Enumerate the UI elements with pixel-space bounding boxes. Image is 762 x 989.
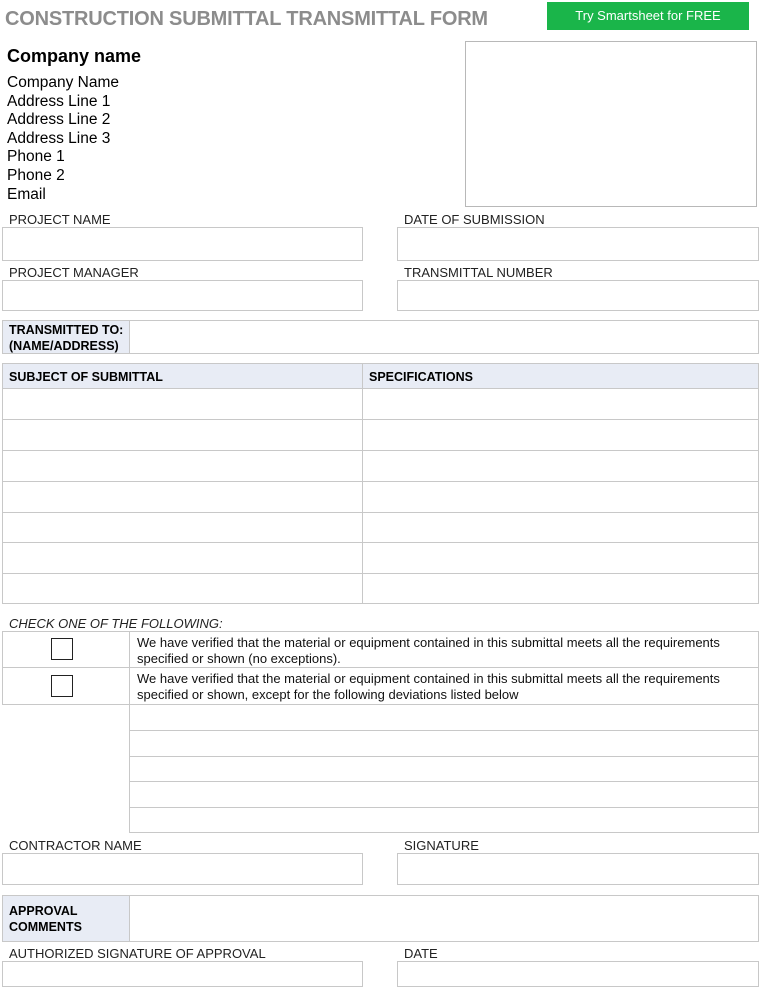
row-divider xyxy=(3,512,758,513)
row-divider xyxy=(3,419,758,420)
approval-comments-label xyxy=(3,896,129,935)
approval-comments-label-cell xyxy=(3,896,130,941)
transmitted-to-label-line2: (NAME/ADDRESS) xyxy=(9,339,119,353)
row-divider xyxy=(3,450,758,451)
transmitted-to-label-line1: TRANSMITTED TO: xyxy=(9,323,124,337)
column-divider xyxy=(362,364,363,603)
transmitted-to-label xyxy=(3,321,129,354)
approval-comments-label-line2: COMMENTS xyxy=(9,920,82,934)
deviation-line xyxy=(130,807,758,808)
logo-placeholder[interactable] xyxy=(465,41,757,207)
date-field[interactable] xyxy=(397,961,759,987)
date-of-submission-field[interactable] xyxy=(397,227,759,261)
project-manager-field[interactable] xyxy=(2,280,363,311)
authorized-signature-label: AUTHORIZED SIGNATURE OF APPROVAL xyxy=(9,946,266,961)
transmittal-number-field[interactable] xyxy=(397,280,759,311)
row-divider xyxy=(3,542,758,543)
signature-label: SIGNATURE xyxy=(404,838,479,853)
with-deviations-checkbox[interactable] xyxy=(51,675,73,697)
check-row-divider xyxy=(3,667,758,668)
form-title: CONSTRUCTION SUBMITTAL TRANSMITTAL FORM xyxy=(5,8,488,30)
deviation-line xyxy=(130,730,758,731)
transmittal-number-label: TRANSMITTAL NUMBER xyxy=(404,265,553,280)
specifications-header: SPECIFICATIONS xyxy=(369,370,473,384)
no-exceptions-text: We have verified that the material or equipment contained in this submittal meets all the requirements specified or shown (no exceptions). xyxy=(137,635,720,666)
company-line: Phone 1 xyxy=(7,148,65,166)
row-divider xyxy=(3,573,758,574)
company-line: Address Line 3 xyxy=(7,129,111,147)
with-deviations-text: We have verified that the material or equipment contained in this submittal meets all the requirements specified or shown, except for the following deviations listed below xyxy=(137,671,720,702)
authorized-signature-field[interactable] xyxy=(2,961,363,987)
company-heading: Company name xyxy=(7,46,142,66)
check-heading: CHECK ONE OF THE FOLLOWING: xyxy=(9,616,223,631)
contractor-name-field[interactable] xyxy=(2,853,363,885)
subject-of-submittal-header: SUBJECT OF SUBMITTAL xyxy=(9,370,163,384)
submittal-table xyxy=(2,363,759,604)
project-name-field[interactable] xyxy=(2,227,363,261)
transmitted-to-label-cell xyxy=(3,321,130,353)
row-divider xyxy=(3,481,758,482)
date-of-submission-label: DATE OF SUBMISSION xyxy=(404,212,545,227)
company-line: Address Line 2 xyxy=(7,111,111,129)
approval-comments-label-line1: APPROVAL xyxy=(9,904,78,918)
approval-comments-field[interactable] xyxy=(131,896,758,941)
transmitted-to-field[interactable] xyxy=(131,321,758,353)
company-line: Address Line 1 xyxy=(7,92,111,110)
try-smartsheet-button[interactable]: Try Smartsheet for FREE xyxy=(547,2,749,30)
date-label: DATE xyxy=(404,946,438,961)
project-name-label: PROJECT NAME xyxy=(9,212,111,227)
contractor-name-label: CONTRACTOR NAME xyxy=(9,838,142,853)
no-exceptions-checkbox[interactable] xyxy=(51,638,73,660)
company-line: Phone 2 xyxy=(7,167,65,184)
deviation-line xyxy=(130,756,758,757)
deviations-area[interactable] xyxy=(129,705,759,833)
project-manager-label: PROJECT MANAGER xyxy=(9,265,139,280)
company-line: Company Name xyxy=(7,74,119,91)
signature-field[interactable] xyxy=(397,853,759,885)
company-line: Email xyxy=(7,185,46,203)
deviation-line xyxy=(130,781,758,782)
